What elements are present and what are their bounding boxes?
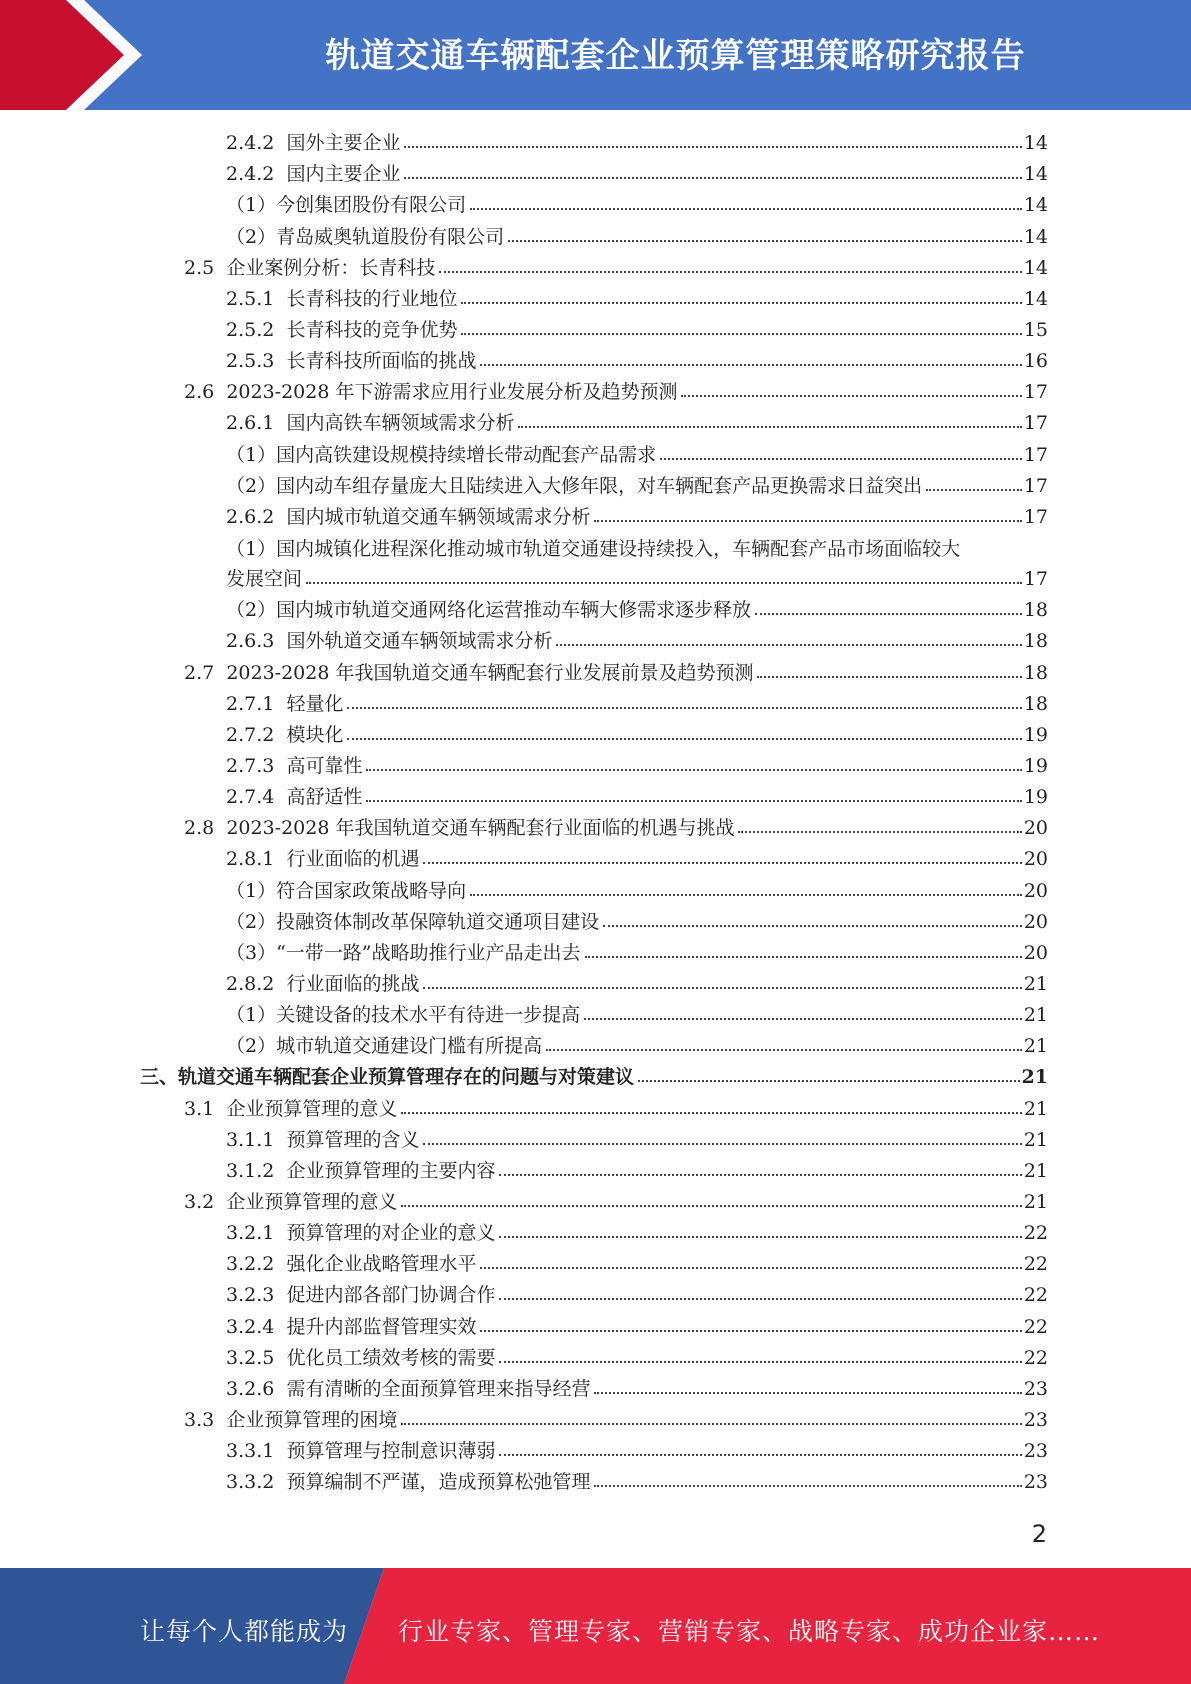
toc-entry[interactable]	[140, 127, 1048, 158]
toc-entry-title: 轨道交通车辆配套企业预算管理存在的问题与对策建议	[178, 1066, 635, 1089]
leader-dots	[423, 862, 1021, 864]
toc-entry-number: 2.8	[184, 817, 215, 840]
toc-entry-number: （1）	[226, 879, 277, 902]
toc-entry-title: 长青科技的竞争优势	[286, 318, 458, 341]
leader-dots	[347, 707, 1021, 709]
leader-dots	[660, 458, 1022, 460]
toc-entry-title: 促进内部各部门协调合作	[286, 1284, 496, 1307]
toc-entry[interactable]	[140, 1186, 1048, 1217]
toc-entry-page: 17	[1023, 568, 1048, 591]
leader-dots	[518, 426, 1021, 428]
toc-entry-page: 19	[1023, 754, 1048, 777]
toc-entry-page: 22	[1023, 1315, 1048, 1338]
toc-entry-number: 2.4.2	[226, 163, 275, 186]
leader-dots	[404, 146, 1021, 148]
leader-dots	[423, 987, 1021, 989]
leader-dots	[499, 1236, 1021, 1238]
toc-entry[interactable]	[140, 1217, 1048, 1248]
toc-entry[interactable]	[140, 625, 1048, 656]
toc-entry-title: 企业预算管理的主要内容	[286, 1159, 496, 1182]
toc-entry-number: （2）	[226, 474, 277, 497]
toc-entry[interactable]	[140, 501, 1048, 532]
toc-entry-page: 18	[1023, 599, 1048, 622]
toc-entry-title: 2023-2028 年我国轨道交通车辆配套行业面临的机遇与挑战	[226, 817, 735, 840]
toc-entry-title: 青岛威奥轨道股份有限公司	[276, 225, 505, 248]
toc-entry-number: （1）	[226, 537, 277, 560]
toc-entry-page: 22	[1023, 1346, 1048, 1369]
toc-entry-number: （2）	[226, 910, 277, 933]
leader-dots	[366, 769, 1021, 771]
toc-entry[interactable]	[140, 968, 1048, 999]
toc-entry-number: 2.6.3	[226, 630, 275, 653]
toc-entry-number: 3.2.5	[226, 1346, 275, 1369]
toc-entry-number: （2）	[226, 225, 277, 248]
toc-entry-title: 今创集团股份有限公司	[276, 194, 467, 217]
toc-entry-title: 企业预算管理的困境	[226, 1408, 398, 1431]
toc-entry-title: 预算管理与控制意识薄弱	[286, 1440, 496, 1463]
toc-entry-page: 20	[1023, 879, 1048, 902]
toc-entry-page: 23	[1023, 1440, 1048, 1463]
leader-dots	[585, 956, 1022, 958]
toc-entry-title: 行业面临的挑战	[286, 972, 420, 995]
footer-slogan-right: 行业专家、管理专家、营销专家、战略专家、成功企业家……	[398, 1617, 1101, 1646]
toc-entry-title-continued: 发展空间	[226, 568, 303, 591]
toc-entry-page: 18	[1023, 630, 1048, 653]
toc-entry-page: 20	[1023, 817, 1048, 840]
leader-dots	[401, 1423, 1021, 1425]
toc-entry[interactable]	[140, 688, 1048, 719]
toc-entry-page: 20	[1023, 848, 1048, 871]
toc-entry-number: （3）	[226, 941, 277, 964]
toc-entry-page: 14	[1023, 287, 1048, 310]
toc-entry-title: 国外轨道交通车辆领域需求分析	[286, 630, 553, 653]
toc-entry-title: 国内城镇化进程深化推动城市轨道交通建设持续投入，车辆配套产品市场面临较大	[276, 537, 961, 560]
toc-entry-page: 23	[1023, 1471, 1048, 1494]
toc-entry[interactable]	[140, 781, 1048, 812]
toc-entry-title: 轻量化	[286, 692, 344, 715]
toc-entry[interactable]	[140, 594, 1048, 625]
toc-entry-number: 2.6.2	[226, 505, 275, 528]
toc-entry-title: 城市轨道交通建设门槛有所提高	[276, 1035, 543, 1058]
toc-entry-page: 20	[1023, 910, 1048, 933]
toc-entry-number: 2.7.4	[226, 786, 275, 809]
toc-entry-page: 22	[1023, 1253, 1048, 1276]
toc-entry-number: 2.7.1	[226, 692, 275, 715]
toc-entry-page: 16	[1023, 350, 1048, 373]
leader-dots	[366, 800, 1021, 802]
report-title: 轨道交通车辆配套企业预算管理策略研究报告	[325, 36, 1026, 76]
toc-entry-number: 2.8.2	[226, 972, 275, 995]
toc-entry[interactable]	[140, 189, 1048, 220]
toc-entry[interactable]	[140, 874, 1048, 905]
toc-entry-page: 20	[1023, 941, 1048, 964]
toc-entry[interactable]	[140, 1435, 1048, 1466]
toc-entry-title: 预算编制不严谨，造成预算松弛管理	[286, 1471, 591, 1494]
toc-entry[interactable]	[140, 470, 1048, 501]
toc-entry-number: 3.3	[184, 1408, 215, 1431]
toc-entry[interactable]	[140, 376, 1048, 407]
toc-entry-page: 21	[1021, 1066, 1048, 1089]
toc-entry-page: 21	[1023, 1097, 1048, 1120]
toc-entry-number: 3.2.2	[226, 1253, 275, 1276]
toc-entry-number: 3.1.1	[226, 1128, 275, 1151]
leader-dots	[638, 1080, 1020, 1082]
toc-entry-title: 国内高铁车辆领域需求分析	[286, 412, 515, 435]
leader-dots	[439, 271, 1021, 273]
toc-entry-page: 19	[1023, 786, 1048, 809]
toc-entry-page: 17	[1023, 412, 1048, 435]
leader-dots	[480, 364, 1021, 366]
toc-entry[interactable]	[140, 158, 1048, 189]
toc-entry[interactable]	[140, 532, 1048, 594]
toc-entry[interactable]	[140, 1466, 1048, 1497]
toc-entry-page: 17	[1023, 505, 1048, 528]
leader-dots	[480, 1267, 1021, 1269]
toc-entry-title: 投融资体制改革保障轨道交通项目建设	[276, 910, 600, 933]
toc-entry-title: 优化员工绩效考核的需要	[286, 1346, 496, 1369]
toc-entry-number: （1）	[226, 443, 277, 466]
toc-entry-title: 企业预算管理的意义	[226, 1190, 398, 1213]
toc-entry[interactable]	[140, 1030, 1048, 1061]
toc-entry[interactable]	[140, 220, 1048, 251]
toc-entry-number: 2.7	[184, 661, 215, 684]
toc-entry-number: 3.3.2	[226, 1471, 275, 1494]
toc-entry-page: 14	[1023, 225, 1048, 248]
leader-dots	[306, 582, 1022, 584]
leader-dots	[757, 676, 1021, 678]
toc-entry-page: 14	[1023, 256, 1048, 279]
toc-entry-title: 符合国家政策战略导向	[276, 879, 467, 902]
toc-entry[interactable]	[140, 345, 1048, 376]
toc-entry-title: 企业预算管理的意义	[226, 1097, 398, 1120]
toc-entry-page: 21	[1023, 1159, 1048, 1182]
leader-dots	[404, 177, 1021, 179]
leader-dots	[499, 1298, 1021, 1300]
toc-entry-title: 需有清晰的全面预算管理来指导经营	[286, 1377, 591, 1400]
leader-dots	[470, 894, 1022, 896]
toc-entry-number: 3.2.4	[226, 1315, 275, 1338]
toc-entry[interactable]	[140, 1061, 1048, 1092]
toc-entry[interactable]	[140, 750, 1048, 781]
toc-entry-number: （1）	[226, 194, 277, 217]
toc-entry[interactable]	[140, 656, 1048, 687]
toc-entry-number: 2.6.1	[226, 412, 275, 435]
toc-entry[interactable]	[140, 1248, 1048, 1279]
toc-entry[interactable]	[140, 1124, 1048, 1155]
toc-entry-number: （2）	[226, 599, 277, 622]
leader-dots	[603, 925, 1022, 927]
toc-entry[interactable]	[140, 438, 1048, 469]
leader-dots	[499, 1174, 1021, 1176]
leader-dots	[926, 489, 1022, 491]
toc-entry[interactable]	[140, 252, 1048, 283]
toc-entry-title: 2023-2028 年我国轨道交通车辆配套行业发展前景及趋势预测	[226, 661, 754, 684]
leader-dots	[347, 738, 1021, 740]
toc-entry-title: 国内动车组存量庞大且陆续进入大修年限，对车辆配套产品更换需求日益突出	[276, 474, 923, 497]
toc-entry-title: 国内城市轨道交通车辆领域需求分析	[286, 505, 591, 528]
toc-entry-number: 2.7.3	[226, 754, 275, 777]
toc-entry[interactable]	[140, 999, 1048, 1030]
toc-entry-page: 21	[1023, 1128, 1048, 1151]
table-of-contents	[140, 127, 1048, 1497]
toc-entry-page: 21	[1023, 1035, 1048, 1058]
toc-entry-page: 14	[1023, 194, 1048, 217]
toc-entry-page: 14	[1023, 163, 1048, 186]
leader-dots	[738, 831, 1021, 833]
toc-entry[interactable]	[140, 1155, 1048, 1186]
toc-entry-page: 23	[1023, 1377, 1048, 1400]
page-footer	[0, 1568, 1191, 1684]
toc-entry-number: 3.1.2	[226, 1159, 275, 1182]
toc-entry-title: 高舒适性	[286, 786, 363, 809]
toc-entry-title: “一带一路”战略助推行业产品走出去	[276, 941, 581, 964]
toc-entry[interactable]	[140, 937, 1048, 968]
toc-entry-number: 三、	[140, 1066, 179, 1089]
toc-entry-number: 3.2.6	[226, 1377, 275, 1400]
toc-entry-page: 17	[1023, 443, 1048, 466]
toc-entry-page: 17	[1023, 381, 1048, 404]
toc-entry-page: 21	[1023, 972, 1048, 995]
toc-entry-number: 3.3.1	[226, 1440, 275, 1463]
leader-dots	[470, 208, 1022, 210]
toc-entry-number: 2.7.2	[226, 723, 275, 746]
toc-entry-title: 行业面临的机遇	[286, 848, 420, 871]
toc-entry-title: 高可靠性	[286, 754, 363, 777]
leader-dots	[423, 1143, 1021, 1145]
leader-dots	[480, 1330, 1021, 1332]
toc-entry-title: 国内高铁建设规模持续增长带动配套产品需求	[276, 443, 657, 466]
toc-entry-title: 国内主要企业	[286, 163, 401, 186]
toc-entry[interactable]	[140, 283, 1048, 314]
toc-entry-title: 企业案例分析：长青科技	[226, 256, 436, 279]
leader-dots	[681, 395, 1021, 397]
leader-dots	[546, 1049, 1022, 1051]
toc-entry-title: 预算管理的含义	[286, 1128, 420, 1151]
toc-entry-number: 2.5.2	[226, 318, 275, 341]
page-header	[0, 0, 1191, 110]
toc-entry[interactable]	[140, 1310, 1048, 1341]
leader-dots	[584, 1018, 1022, 1020]
toc-entry[interactable]	[140, 1279, 1048, 1310]
toc-entry-title: 长青科技的行业地位	[286, 287, 458, 310]
toc-entry-page: 14	[1023, 132, 1048, 155]
leader-dots	[594, 1485, 1021, 1487]
toc-entry-number: （1）	[226, 1004, 277, 1027]
toc-entry[interactable]	[140, 314, 1048, 345]
toc-entry-title: 国外主要企业	[286, 132, 401, 155]
leader-dots	[461, 333, 1021, 335]
toc-entry-page: 19	[1023, 723, 1048, 746]
toc-entry-number: 2.5.1	[226, 287, 275, 310]
toc-entry-number: 2.5	[184, 256, 215, 279]
leader-dots	[499, 1454, 1021, 1456]
leader-dots	[499, 1361, 1021, 1363]
toc-entry-number: 2.6	[184, 381, 215, 404]
toc-entry-title: 预算管理的对企业的意义	[286, 1222, 496, 1245]
toc-entry-page: 17	[1023, 474, 1048, 497]
leader-dots	[461, 302, 1021, 304]
toc-entry[interactable]	[140, 843, 1048, 874]
toc-entry-title: 国内城市轨道交通网络化运营推动车辆大修需求逐步释放	[276, 599, 752, 622]
toc-entry-page: 21	[1023, 1190, 1048, 1213]
toc-entry[interactable]	[140, 906, 1048, 937]
leader-dots	[594, 1392, 1021, 1394]
toc-entry-number: 3.2.1	[226, 1222, 275, 1245]
toc-entry-title: 2023-2028 年下游需求应用行业发展分析及趋势预测	[226, 381, 678, 404]
toc-entry-number: 3.1	[184, 1097, 215, 1120]
toc-entry-page: 15	[1023, 318, 1048, 341]
toc-entry[interactable]	[140, 1092, 1048, 1123]
toc-entry-page: 22	[1023, 1284, 1048, 1307]
leader-dots	[401, 1205, 1021, 1207]
toc-entry[interactable]	[140, 1342, 1048, 1373]
toc-entry-number: （2）	[226, 1035, 277, 1058]
page-number: 2	[1031, 1520, 1047, 1548]
toc-entry-number: 2.5.3	[226, 350, 275, 373]
footer-slogan-left: 让每个人都能成为	[140, 1617, 349, 1646]
toc-entry-number: 3.2.3	[226, 1284, 275, 1307]
toc-entry[interactable]	[140, 719, 1048, 750]
toc-entry[interactable]	[140, 407, 1048, 438]
toc-entry[interactable]	[140, 812, 1048, 843]
toc-entry-number: 2.4.2	[226, 132, 275, 155]
toc-entry-title: 长青科技所面临的挑战	[286, 350, 477, 373]
leader-dots	[594, 520, 1021, 522]
toc-entry[interactable]	[140, 1373, 1048, 1404]
leader-dots	[401, 1112, 1021, 1114]
toc-entry[interactable]	[140, 1404, 1048, 1435]
toc-entry-title: 模块化	[286, 723, 344, 746]
toc-entry-page: 23	[1023, 1408, 1048, 1431]
leader-dots	[556, 644, 1021, 646]
toc-entry-page: 22	[1023, 1222, 1048, 1245]
toc-entry-number: 3.2	[184, 1190, 215, 1213]
toc-entry-title: 提升内部监督管理实效	[286, 1315, 477, 1338]
toc-entry-title: 关键设备的技术水平有待进一步提高	[276, 1004, 581, 1027]
toc-entry-page: 18	[1023, 661, 1048, 684]
leader-dots	[755, 613, 1022, 615]
leader-dots	[508, 240, 1022, 242]
toc-entry-title: 强化企业战略管理水平	[286, 1253, 477, 1276]
toc-entry-page: 21	[1023, 1004, 1048, 1027]
toc-entry-page: 18	[1023, 692, 1048, 715]
toc-entry-number: 2.8.1	[226, 848, 275, 871]
